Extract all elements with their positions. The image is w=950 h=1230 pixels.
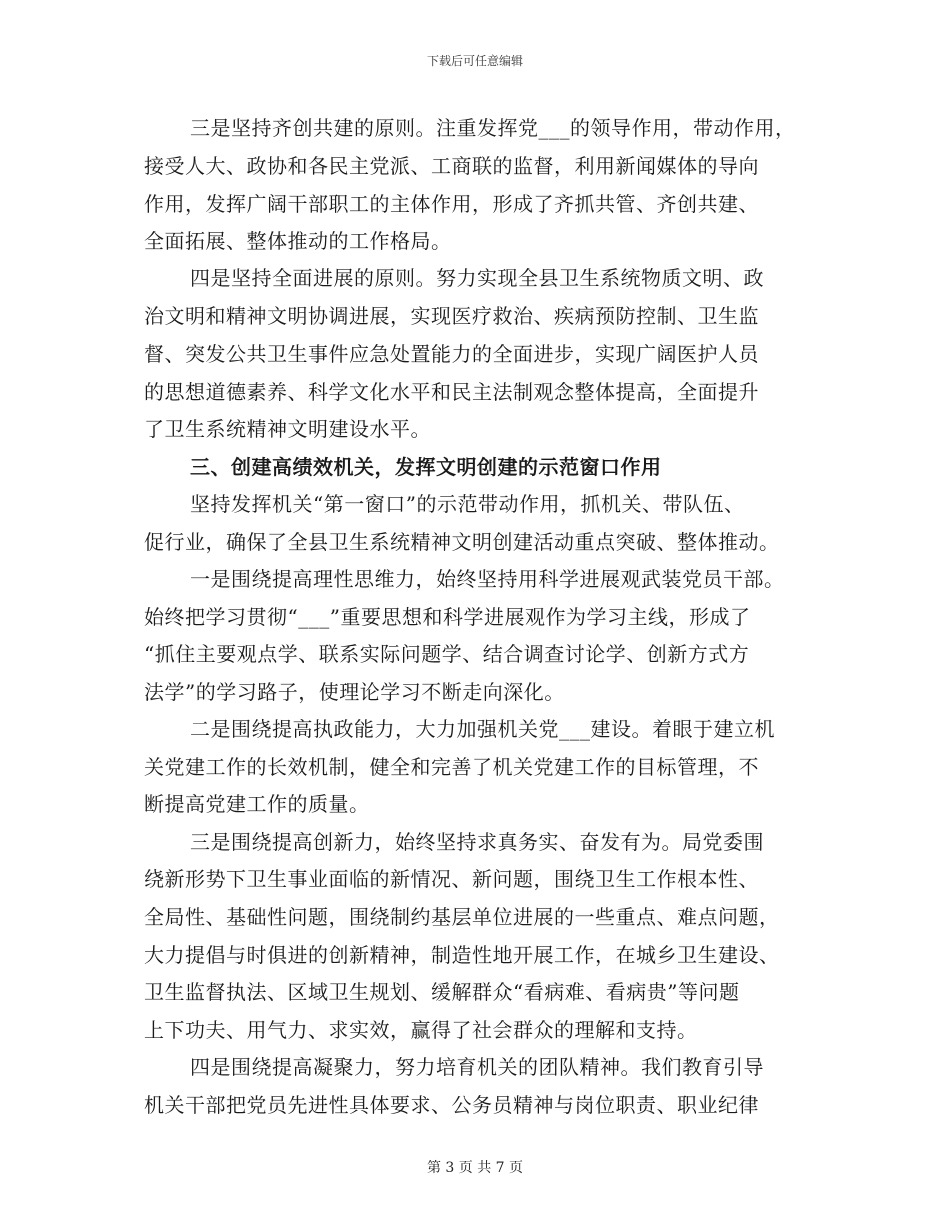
paragraph-line: 上下功夫、用气力、求实效，赢得了社会群众的理解和支持。 xyxy=(144,1018,698,1042)
paragraph-line: 作用，发挥广阔干部职工的主体作用，形成了齐抓共管、齐创共建、 xyxy=(144,192,759,216)
section-heading: 三、创建高绩效机关，发挥文明创建的示范窗口作用 xyxy=(190,455,662,479)
paragraph-line: 断提高党建工作的质量。 xyxy=(144,792,370,816)
paragraph-line: 全面拓展、整体推动的工作格局。 xyxy=(144,229,452,253)
paragraph-line: 治文明和精神文明协调进展，实现医疗救治、疾病预防控制、卫生监 xyxy=(144,304,759,328)
paragraph-line: 三是坚持齐创共建的原则。注重发挥党___的领导作用，带动作用， xyxy=(190,116,796,140)
paragraph-line: “抓住主要观点学、联系实际问题学、结合调查讨论学、创新方式方 xyxy=(144,642,750,666)
paragraph-line: 大力提倡与时俱进的创新精神，制造性地开展工作，在城乡卫生建设、 xyxy=(144,943,780,967)
paragraph-line: 卫生监督执法、区域卫生规划、缓解群众“看病难、看病贵”等问题 xyxy=(144,980,740,1004)
paragraph-line: 督、突发公共卫生事件应急处置能力的全面进步，实现广阔医护人员 xyxy=(144,342,759,366)
paragraph-line: 坚持发挥机关“第一窗口”的示范带动作用，抓机关、带队伍、 xyxy=(190,492,745,516)
paragraph-line: 了卫生系统精神文明建设水平。 xyxy=(144,417,431,441)
paragraph-line: 关党建工作的长效机制，健全和完善了机关党建工作的目标管理，不 xyxy=(144,755,759,779)
page-header: 下载后可任意编辑 xyxy=(426,54,523,68)
paragraph-line: 始终把学习贯彻“___”重要思想和科学进展观作为学习主线，形成了 xyxy=(144,605,751,629)
paragraph-line: 三是围绕提高创新力，始终坚持求真务实、奋发有为。局党委围 xyxy=(190,830,764,854)
paragraph-line: 绕新形势下卫生事业面临的新情况、新问题，围绕卫生工作根本性、 xyxy=(144,867,759,891)
paragraph-line: 一是围绕提高理性思维力，始终坚持用科学进展观武装党员干部。 xyxy=(190,567,785,591)
paragraph-line: 的思想道德素养、科学文化水平和民主法制观念整体提高，全面提升 xyxy=(144,380,759,404)
paragraph-line: 四是围绕提高凝聚力，努力培育机关的团队精神。我们教育引导 xyxy=(190,1055,764,1079)
paragraph-line: 全局性、基础性问题，围绕制约基层单位进展的一些重点、难点问题， xyxy=(144,905,780,929)
paragraph-line: 法学”的学习路子，使理论学习不断走向深化。 xyxy=(144,680,565,704)
page-footer: 第 3 页 共 7 页 xyxy=(426,1160,524,1176)
paragraph-line: 促行业，确保了全县卫生系统精神文明创建活动重点突破、整体推动。 xyxy=(144,530,780,554)
paragraph-line: 四是坚持全面进展的原则。努力实现全县卫生系统物质文明、政 xyxy=(190,266,764,290)
paragraph-line: 机关干部把党员先进性具体要求、公务员精神与岗位职责、职业纪律 xyxy=(144,1093,759,1117)
paragraph-line: 二是围绕提高执政能力，大力加强机关党___建设。着眼于建立机 xyxy=(190,717,775,741)
paragraph-line: 接受人大、政协和各民主党派、工商联的监督，利用新闻媒体的导向 xyxy=(144,154,759,178)
